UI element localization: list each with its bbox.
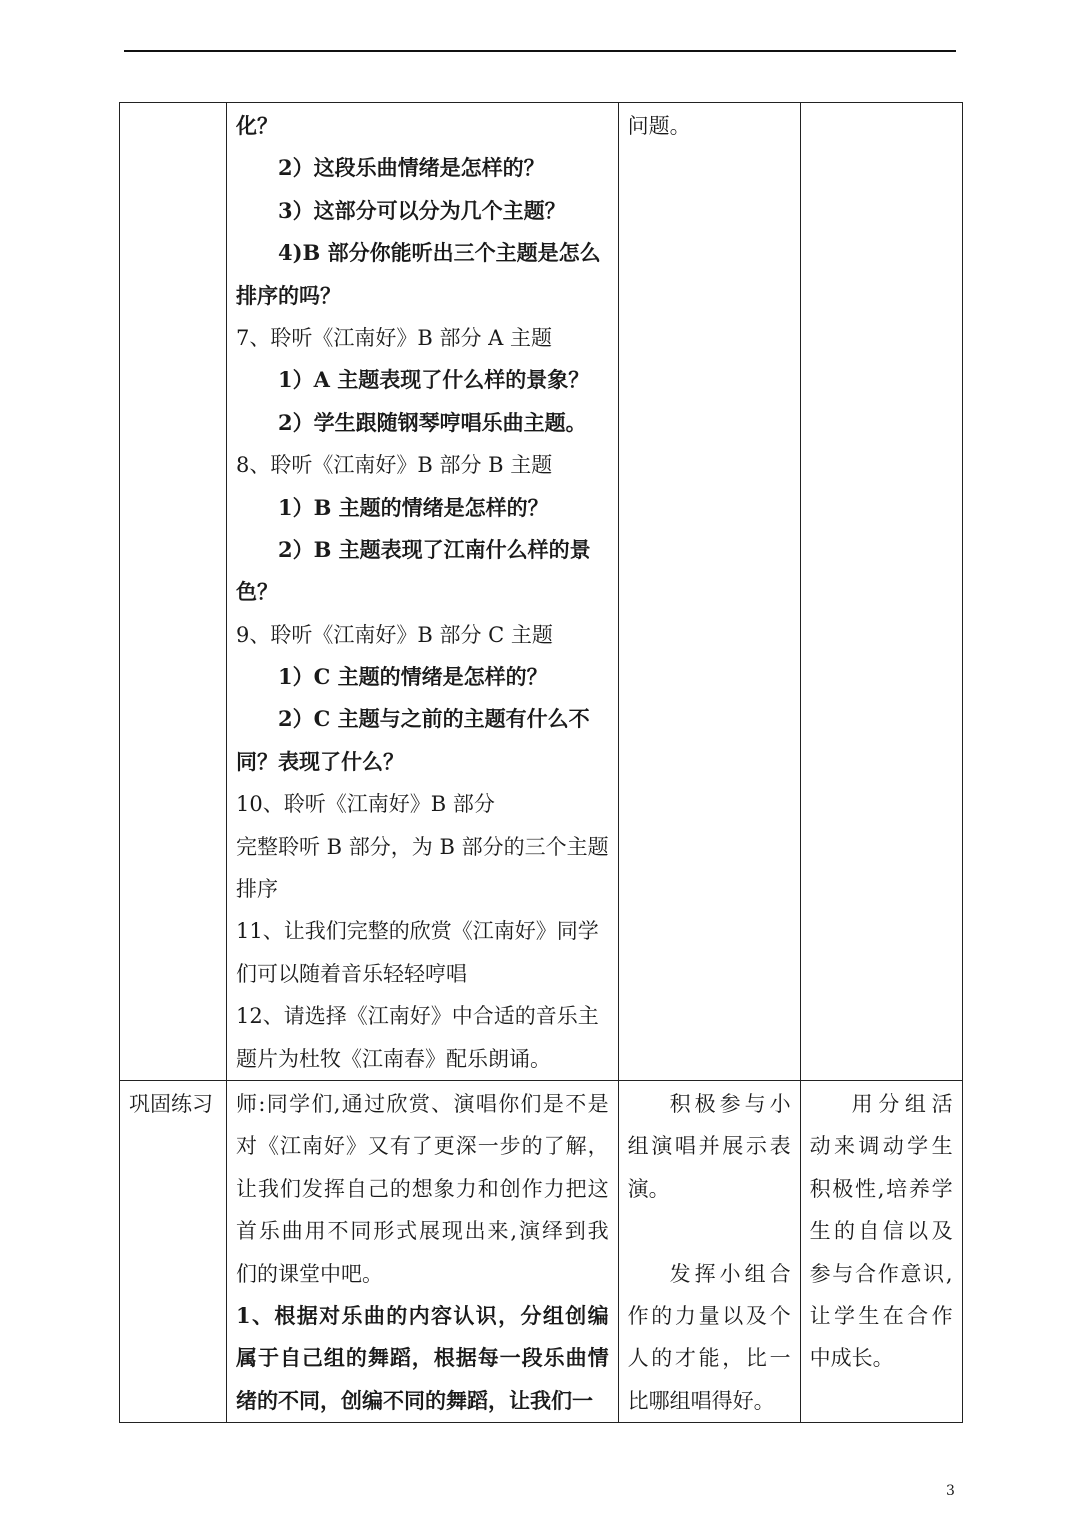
text-line: 参与合作意识, — [809, 1261, 953, 1286]
text-line: 排序的吗？ — [236, 282, 341, 308]
teacher-activity-cell — [227, 1080, 619, 1422]
text-line: 11、让我们完整的欣赏《江南好》同学 — [236, 919, 599, 944]
text-line: 同？表现了什么？ — [236, 748, 404, 774]
text-line: 动来调动学生 — [809, 1134, 953, 1159]
page-number: 3 — [946, 1483, 955, 1499]
text-line — [628, 1210, 791, 1252]
lesson-plan-table — [119, 102, 963, 1423]
text-line: 3）这部分可以分为几个主题？ — [278, 197, 566, 223]
design-purpose-cell — [800, 1080, 962, 1422]
text-line: 12、请选择《江南好》中合适的音乐主 — [236, 1004, 599, 1029]
text-line: 人的才能，比一 — [627, 1346, 791, 1371]
text-line: 1）C 主题的情绪是怎样的？ — [278, 664, 548, 690]
text-line: 2）B 主题表现了江南什么样的景 — [278, 536, 591, 562]
text-line: 们的课堂中吧。 — [236, 1261, 383, 1286]
section-label-cell — [120, 103, 227, 1081]
section-label: 巩固练习 — [129, 1091, 213, 1116]
text-line: 1）A 主题表现了什么样的景象？ — [278, 367, 590, 393]
text-line: 作的力量以及个 — [627, 1303, 791, 1328]
text-line: 组演唱并展示表 — [627, 1134, 791, 1159]
text-line: 排序 — [236, 877, 278, 902]
teacher-activity-text — [227, 103, 618, 1080]
text-line: 让学生在合作 — [809, 1303, 953, 1328]
text-line: 比哪组唱得好。 — [627, 1388, 775, 1413]
design-purpose-text — [801, 1081, 962, 1380]
section-label-cell — [120, 1080, 227, 1422]
teacher-activity-cell — [227, 103, 619, 1081]
text-line: 生的自信以及 — [809, 1219, 953, 1244]
design-purpose-cell — [800, 103, 962, 1081]
text-line: 积极参与小 — [669, 1091, 791, 1116]
text-line: 绪的不同，创编不同的舞蹈，让我们一 — [236, 1387, 593, 1413]
text-line: 7、聆听《江南好》B 部分 A 主题 — [236, 325, 552, 350]
text-line: 们可以随着音乐轻轻哼唱 — [236, 961, 467, 986]
text-line: 化？ — [236, 113, 278, 138]
text-line: 积极性,培养学 — [809, 1176, 953, 1201]
text-line: 让我们发挥自己的想象力和创作力把这 — [236, 1176, 609, 1201]
student-activity-text — [619, 1081, 800, 1422]
text-line: 对《江南好》又有了更深一步的了解， — [236, 1134, 609, 1159]
text-line: 4)B 部分你能听出三个主题是怎么 — [278, 240, 601, 266]
text-line: 1）B 主题的情绪是怎样的？ — [278, 494, 549, 520]
text-line: 师:同学们,通过欣赏、演唱你们是不是 — [236, 1091, 609, 1116]
text-line: 2）学生跟随钢琴哼唱乐曲主题。 — [278, 409, 587, 435]
table-row — [120, 1080, 963, 1422]
student-activity-text — [619, 103, 800, 147]
teacher-activity-text — [227, 1081, 618, 1422]
text-line: 中成长。 — [809, 1346, 894, 1371]
table-row — [120, 103, 963, 1081]
section-label — [120, 103, 226, 147]
text-line: 1、根据对乐曲的内容认识，分组创编 — [236, 1302, 609, 1328]
text-line: 题片为杜牧《江南春》配乐朗诵。 — [236, 1046, 551, 1071]
student-activity-cell — [618, 103, 800, 1081]
text-line: 色？ — [236, 579, 278, 605]
text-line: 完整聆听 B 部分，为 B 部分的三个主题 — [236, 834, 609, 859]
text-line: 10、聆听《江南好》B 部分 — [236, 792, 495, 817]
text-line: 发挥小组合 — [669, 1261, 791, 1286]
design-purpose-text — [801, 103, 962, 105]
text-line: 演。 — [627, 1176, 670, 1201]
text-line: 2）C 主题与之前的主题有什么不 — [278, 706, 590, 732]
text-line: 属于自己组的舞蹈，根据每一段乐曲情 — [236, 1345, 609, 1371]
text-line: 首乐曲用不同形式展现出来,演绎到我 — [236, 1219, 609, 1244]
text-line: 2）这段乐曲情绪是怎样的？ — [278, 155, 545, 181]
text-line: 问题。 — [627, 114, 691, 138]
text-line: 8、聆听《江南好》B 部分 B 主题 — [236, 453, 553, 478]
student-activity-cell — [618, 1080, 800, 1422]
text-line: 9、聆听《江南好》B 部分 C 主题 — [236, 622, 553, 647]
text-line: 用分组活 — [851, 1091, 953, 1116]
header-rule — [124, 50, 956, 52]
